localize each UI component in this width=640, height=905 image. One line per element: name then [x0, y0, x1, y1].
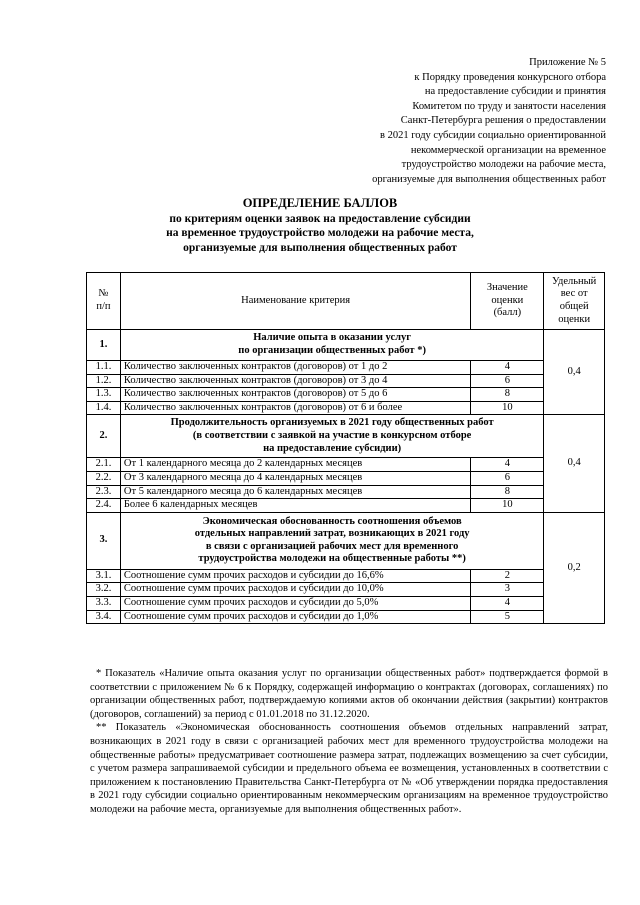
header-weight [544, 273, 605, 330]
table-header-row [87, 273, 605, 330]
appendix-line: Приложение № 5 [529, 57, 606, 68]
row-name: Соотношение сумм прочих расходов и субсидии до 5,0% [120, 596, 470, 610]
appendix-line: в 2021 году субсидии социально ориентированной [380, 129, 606, 141]
section-title-line: Наличие опыта в оказании услуг [253, 332, 412, 344]
header-weight-line: общей [559, 301, 589, 312]
row-num: 1.2. [87, 374, 121, 388]
criteria-table [86, 272, 605, 624]
table-row [87, 569, 605, 583]
section-num: 2. [87, 415, 121, 458]
row-value: 10 [471, 499, 544, 513]
appendix-line: трудоустройство молодежи на рабочие места, [401, 159, 606, 171]
row-name: Соотношение сумм прочих расходов и субсидии до 16,6% [120, 569, 470, 583]
row-value: 5 [471, 610, 544, 624]
section-title-line: по организации общественных работ *) [238, 345, 426, 356]
row-num: 3.3. [87, 596, 121, 610]
appendix-line: организуемые для выполнения общественных работ [372, 173, 606, 185]
title-sub-line: на временное трудоустройство молодежи на рабочие места, [166, 227, 474, 240]
row-value: 6 [471, 374, 544, 388]
row-value: 6 [471, 471, 544, 485]
row-num: 3.4. [87, 610, 121, 624]
section-row [87, 330, 605, 361]
row-name: Соотношение сумм прочих расходов и субсидии до 10,0% [120, 583, 470, 597]
section-title [120, 330, 543, 361]
footnote-2: ** Показатель «Экономическая обоснованность соотношения объемов отдельных направлений затрат, возникающих в 2021 году в связи с организацией рабочих мест для временного трудоустройства молодежи на общественные работы» предусматривает соотношение размера затрат, подлежащих возмещению за счет субсидии, с учетом размера запрашиваемой субсидии и предельного объема ее возмещения, установленных в соответствии с приложением к постановлению Правительства Санкт-Петербурга от № «Об утверждении порядка предоставления в 2021 году субсидии социально ориентированным некоммерческим организациям на временное трудоустройство молодежи на рабочие места, организуемые для выполнения общественных работ». [90, 722, 608, 815]
header-name: Наименование критерия [120, 273, 470, 330]
section-title [120, 512, 543, 569]
section-title [120, 415, 543, 458]
row-name: Более 6 календарных месяцев [120, 499, 470, 513]
title-sub-line: организуемые для выполнения общественных работ [183, 241, 457, 254]
table-row [87, 610, 605, 624]
row-name: От 5 календарного месяца до 6 календарных месяцев [120, 485, 470, 499]
table-row [87, 458, 605, 472]
table-row [87, 374, 605, 388]
row-num: 2.4. [87, 499, 121, 513]
title-sub-line: по критериям оценки заявок на предоставление субсидии [169, 212, 471, 225]
section-num: 3. [87, 512, 121, 569]
appendix-line: к Порядку проведения конкурсного отбора [414, 71, 606, 83]
table-row [87, 596, 605, 610]
header-weight-line: Удельный [552, 275, 597, 287]
row-num: 2.3. [87, 485, 121, 499]
row-name: От 1 календарного месяца до 2 календарных месяцев [120, 458, 470, 472]
table-row [87, 583, 605, 597]
row-name: Количество заключенных контрактов (договоров) от 5 до 6 [120, 388, 470, 402]
header-num-line: № [98, 288, 109, 300]
row-value: 3 [471, 583, 544, 597]
appendix-header [286, 56, 606, 187]
row-num: 3.1. [87, 569, 121, 583]
table-row [87, 471, 605, 485]
appendix-line: Комитетом по труду и занятости населения [412, 100, 606, 112]
row-name: Количество заключенных контрактов (договоров) от 3 до 4 [120, 374, 470, 388]
row-num: 1.1. [87, 361, 121, 375]
row-name: Количество заключенных контрактов (договоров) от 6 и более [120, 401, 470, 415]
footnotes [90, 667, 608, 817]
row-value: 2 [471, 569, 544, 583]
row-num: 3.2. [87, 583, 121, 597]
section-title-line: трудоустройства молодежи на общественные работы **) [198, 553, 466, 565]
header-value-line: Значение [486, 282, 528, 294]
row-num: 2.2. [87, 471, 121, 485]
section-title-line: (в соответствии с заявкой на участие в конкурсном отборе [192, 430, 472, 442]
row-num: 1.4. [87, 401, 121, 415]
title-main: ОПРЕДЕЛЕНИЕ БАЛЛОВ [242, 196, 398, 210]
appendix-line: некоммерческой организации на временное [410, 144, 606, 156]
section-num: 1. [87, 330, 121, 361]
appendix-line: Санкт-Петербурга решения о предоставлении [400, 115, 606, 127]
header-value [471, 273, 544, 330]
row-value: 4 [471, 361, 544, 375]
header-weight-line: вес от [560, 288, 588, 300]
row-num: 2.1. [87, 458, 121, 472]
section-weight: 0,4 [544, 415, 605, 512]
header-value-line: оценки [491, 294, 524, 306]
header-value-line: (балл) [493, 307, 522, 319]
section-title-line: в связи с организацией рабочих мест для временного [205, 540, 459, 552]
row-value: 8 [471, 388, 544, 402]
row-value: 8 [471, 485, 544, 499]
header-num [87, 273, 121, 330]
row-name: Соотношение сумм прочих расходов и субсидии до 1,0% [120, 610, 470, 624]
section-weight: 0,4 [544, 330, 605, 415]
section-title-line: Экономическая обоснованность соотношения объемов [202, 515, 462, 527]
table-row [87, 499, 605, 513]
appendix-line: на предоставление субсидии и принятия [424, 86, 606, 98]
table-row [87, 388, 605, 402]
row-name: Количество заключенных контрактов (договоров) от 1 до 2 [120, 361, 470, 375]
row-value: 4 [471, 458, 544, 472]
header-num-line: п/п [96, 301, 111, 312]
row-num: 1.3. [87, 388, 121, 402]
table-row [87, 485, 605, 499]
section-title-line: Продолжительность организуемых в 2021 году общественных работ [170, 417, 494, 429]
section-title-line: отдельных направлений затрат, возникающих в 2021 году [194, 528, 470, 540]
section-title-line: на предоставление субсидии) [263, 442, 402, 454]
document-title [0, 196, 640, 255]
header-weight-line: оценки [558, 313, 591, 325]
row-value: 4 [471, 596, 544, 610]
section-weight: 0,2 [544, 512, 605, 623]
row-value: 10 [471, 401, 544, 415]
footnote-1: * Показатель «Наличие опыта оказания услуг по организации общественных работ» подтверждается формой в соответствии с приложением № 6 к Порядку, содержащей информацию о контрактах (договорах, соглашениях) по организации общественных работ, подтверждаемую копиями актов об окончании действия (закрытии) контрактов (договоров, соглашений) за период с 01.01.2018 по 31.12.2020. [90, 668, 608, 720]
row-name: От 3 календарного месяца до 4 календарных месяцев [120, 471, 470, 485]
table-row [87, 361, 605, 375]
section-row [87, 415, 605, 458]
section-row [87, 512, 605, 569]
table-row [87, 401, 605, 415]
